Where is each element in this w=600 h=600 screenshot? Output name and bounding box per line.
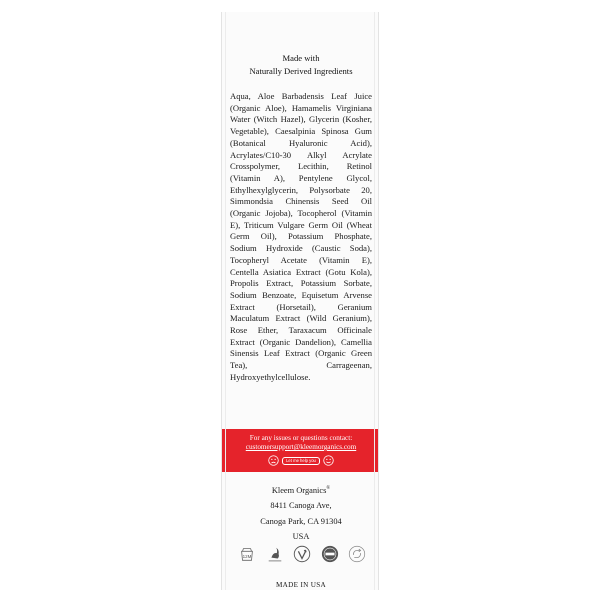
ingredients-header (222, 52, 379, 77)
pao-label: 12M (242, 554, 252, 560)
contact-question: For any issues or questions contact: (249, 434, 353, 442)
certified-badge-icon (321, 545, 339, 563)
recycle-icon (348, 545, 366, 563)
made-in-label: MADE IN USA (275, 581, 327, 589)
address-country: USA (292, 532, 310, 542)
address-street: 8411 Canoga Ave, (270, 501, 332, 511)
help-label: Let me help you (282, 457, 320, 465)
help-row (222, 455, 379, 466)
sad-face-icon (268, 455, 279, 466)
brand-name: Kleem Organics® (271, 485, 331, 495)
box-fold-line-right (374, 12, 375, 590)
certification-icons (238, 544, 366, 564)
header-line-2: Naturally Derived Ingredients (249, 65, 353, 76)
leaping-bunny-cruelty-free-icon (266, 545, 284, 563)
vegan-leaf-icon (293, 545, 311, 563)
header-line-1: Made with (282, 53, 320, 63)
address-city: Canoga Park, CA 91304 (260, 516, 342, 526)
company-address (222, 481, 379, 545)
ingredients-list: Aqua, Aloe Barbadensis Leaf Juice (Organic Aloe), Hamamelis Virginiana Water (Witch Hazel), Glycerin (Kosher, Vegetable), Caesalpinia Spinosa Gum (Botanical Hyaluronic Acid), Acrylates/C10-30 Alkyl Acrylate Crosspolymer, Lecithin, Retinol (Vitamin A), Pentylene Glycol, Ethylhexylglycerin, Polysorbate 20, Simmondsia Chinensis Seed Oil (Organic Jojoba), Tocopherol (Vitamin E), Triticum Vulgare Germ Oil (Wheat Germ Oil), Potassium Phosphate, Sodium Hydroxide (Caustic Soda), Tocopheryl Acetate (Vitamin E), Centella Asiatica Extract (Gotu Kola), Propolis Extract, Potassium Sorbate, Sodium Benzoate, Equisetum Arvense Extract (Horsetail), Geranium Maculatum Extract (Wild Geranium), Rose Ether, Taraxacum Officinale Extract (Organic Dandelion), Camellia Sinensis Leaf Extract (Organic Green Tea), Carrageenan, Hydroxyethylcellulose. (230, 91, 372, 382)
contact-email-link[interactable]: customersupport@kleemorganics.com (245, 443, 357, 451)
happy-face-icon (323, 455, 334, 466)
12m-period-after-opening-icon (238, 545, 256, 563)
product-box-panel (221, 12, 379, 590)
box-fold-line-left (225, 12, 226, 590)
registered-mark: ® (326, 486, 331, 491)
contact-banner (222, 429, 379, 472)
